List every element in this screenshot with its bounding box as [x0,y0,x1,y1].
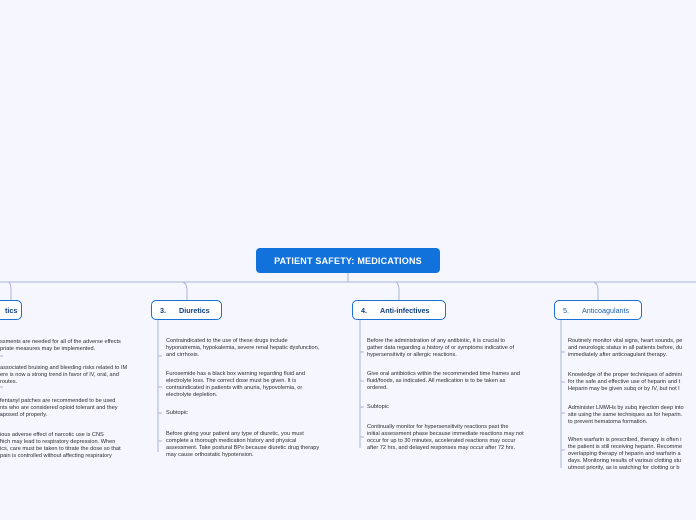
leaf-topic[interactable]: associated bruising and bleeding risks related to IM ere is now a strong trend in favor of IV, oral, and routes. [0,365,128,385]
leaf-topic[interactable]: Subtopic [166,410,188,416]
leaf-topic[interactable]: Routinely monitor vital signs, heart sounds, pe and neurologic status in all patients before, du immediately after anticoagulant therapy. [568,338,683,358]
drop-line-4 [396,282,399,300]
branch-title: Diuretics [179,305,210,315]
leaf-topic[interactable]: Before the administration of any antibiotic, it is crucial to gather data regarding a history of or symptoms indicative of hypersensitivity or allergic reactions. [367,338,515,358]
leaf-topic[interactable]: Administer LMWHs by subq injection deep into site using the same techniques as for heparin. to prevent hematoma formation. [568,405,684,425]
leaf-topic[interactable]: When warfarin is prescribed, therapy is often i the patient is still receiving heparin. Recomme overlapping therapy of heparin and warfarin a days. Monitoring results of various clotting stu utmost priority, as is watching for clotting or b [568,437,683,471]
root-topic[interactable] [256,248,440,273]
branch-title: tics [5,305,18,315]
branch-title: Anticoagulants [582,305,630,315]
leaf-topic[interactable]: ious adverse effect of narcotic use is CNS hich may lead to respiratory depression. When ics, care must be taken to titrate the dose so that pain is controlled without affecting respiratory [0,432,121,459]
leaf-topic[interactable]: Before giving your patient any type of diuretic, you must complete a thorough medication history and physical assessment. Take postural BPs because diuretic drug therapy may cause orthostatic hypotension. [166,431,320,458]
leaf-topic[interactable]: fentanyl patches are recommended to be used nts who are considered opioid tolerant and they sposed of properly. [0,398,118,418]
leaf-topic[interactable]: Contraindicated to the use of these drugs include hyponatremia, hypokalemia, severe renal hepatic dysfunction, and cirrhosis. [166,338,320,358]
branch-number: 4. [361,305,367,315]
drop-line-3 [183,282,187,300]
leaf-topic[interactable]: Give oral antibiotics within the recommended time frames and fluid/foods, as indicated. All medication is to be taken as ordered. [367,371,520,391]
leaf-topic[interactable]: Subtopic [367,404,389,410]
branch-number: 5. [563,305,569,315]
leaf-topic[interactable]: Continually monitor for hypersensitivity reactions past the initial assessment phase because immediate reactions may not occur for up to 30 minutes, accelerated reactions may occur after 72 hrs, and delayed responses may occur after 72 hrs. [367,424,524,451]
leaf-topic[interactable]: Knowledge of the proper techniques of admini for the safe and effective use of heparin and t Heparin may be given subq or by IV, but not I [568,372,682,392]
branch-anticoagulants[interactable] [554,300,642,320]
leaf-topic[interactable]: Furosemide has a black box warning regarding fluid and electrolyte loss. The correct dose must be given. It is contraindicated in patients with anuria, hypovolemia, or electrolyte depletion. [166,371,305,398]
root-topic-label: PATIENT SAFETY: MEDICATIONS [274,255,422,266]
branch-anti-infectives[interactable] [352,300,446,320]
branch-diuretics[interactable] [151,300,222,320]
drop-line-5 [594,282,598,300]
branch-analgesics[interactable] [0,300,22,320]
drop-line-1 [9,282,11,300]
branch-number: 3. [160,305,166,315]
leaf-topic[interactable]: ssments are needed for all of the adverse effects priate measures may be implemented. [0,339,121,352]
branch-title: Anti-infectives [380,305,430,315]
